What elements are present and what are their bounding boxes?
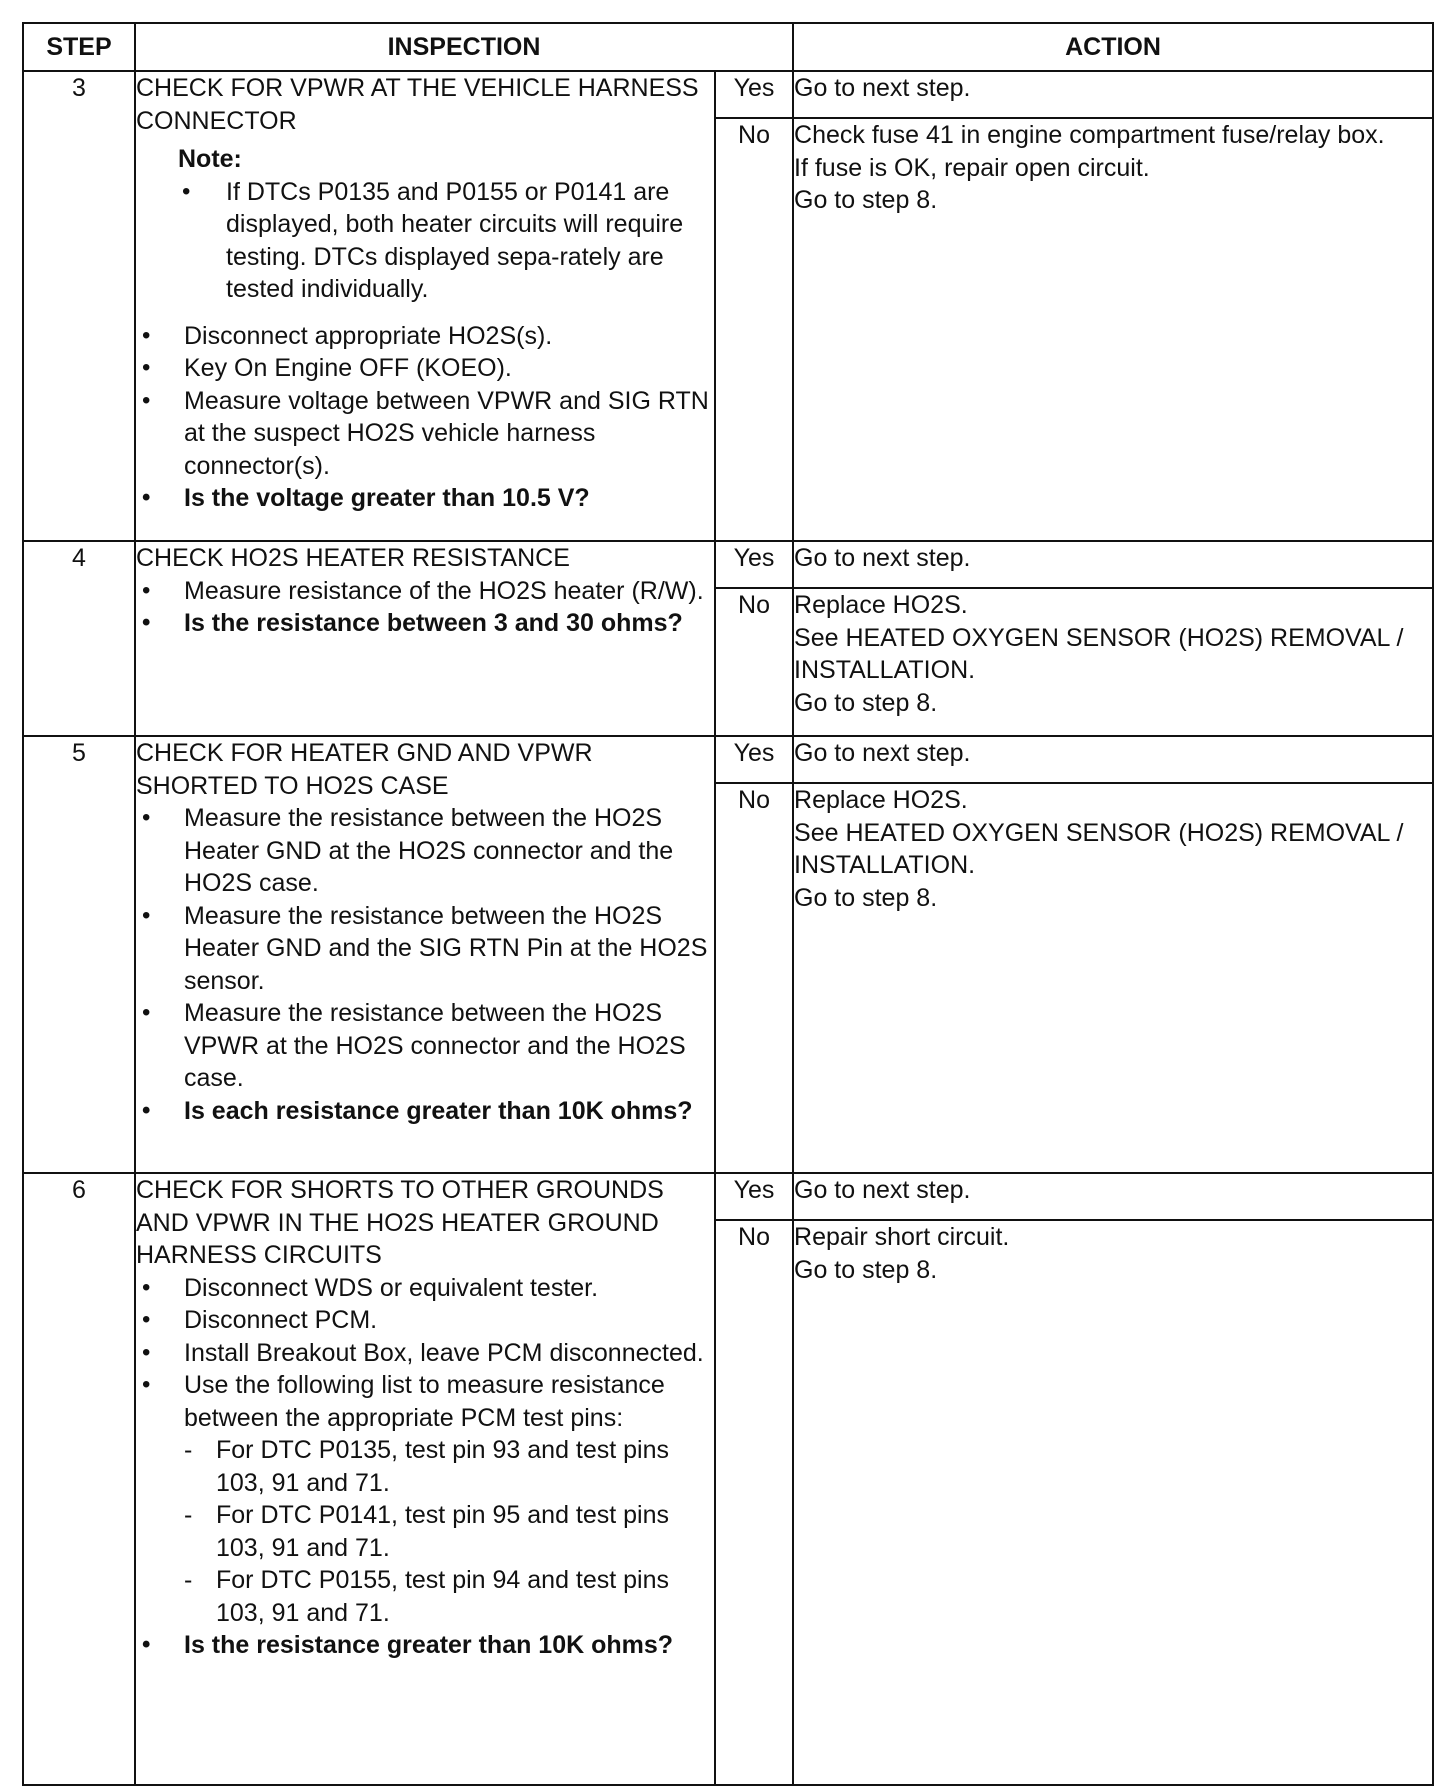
note-block [178, 143, 714, 306]
question-item: • Is the resistance between 3 and 30 ohms? [136, 607, 714, 640]
no-label: No [715, 118, 793, 541]
diagnostic-table [22, 22, 1434, 1786]
header-step: STEP [23, 23, 135, 71]
yes-action [793, 541, 1433, 588]
bullet-item: • Key On Engine OFF (KOEO). [136, 352, 714, 385]
action-line: If fuse is OK, repair open circuit. [794, 153, 1150, 182]
step-number: 5 [23, 736, 135, 1173]
inspection-cell [135, 1173, 715, 1785]
header-row [23, 23, 1433, 71]
header-action: ACTION [793, 23, 1433, 71]
bullet-item: • Measure the resistance between the HO2S VPWR at the HO2S connector and the HO2S case. [136, 997, 714, 1095]
bullet-text: Use the following list to measure resistance between the appropriate PCM test pins: [184, 1371, 665, 1432]
no-action [793, 1220, 1433, 1785]
bullet-item: • Measure the resistance between the HO2S Heater GND and the SIG RTN Pin at the HO2S sensor. [136, 900, 714, 998]
bullet-item: • Measure the resistance between the HO2S Heater GND at the HO2S connector and the HO2S case. [136, 802, 714, 900]
action-line: Go to step 8. [794, 186, 938, 214]
bullet-list [136, 1272, 714, 1435]
bullet-list [136, 575, 714, 640]
note-label: Note: [178, 145, 242, 173]
bullet-item [136, 1369, 714, 1434]
action-line: Go to step 8. [794, 688, 938, 717]
action-line: Replace HO2S. [794, 786, 968, 814]
bullet-item: • Install Breakout Box, leave PCM disconnected. [136, 1337, 714, 1370]
yes-action [793, 736, 1433, 783]
dash-item: - For DTC P0141, test pin 95 and test pins 103, 91 and 71. [136, 1499, 714, 1564]
inspection-title: CHECK FOR HEATER GND AND VPWR SHORTED TO HO2S CASE [136, 739, 593, 800]
bullet-list [136, 320, 714, 515]
action-line: Replace HO2S. [794, 591, 968, 619]
bullet-item: • Measure voltage between VPWR and SIG RTN at the suspect HO2S vehicle harness connector(s). [136, 385, 714, 483]
inspection-title: CHECK FOR SHORTS TO OTHER GROUNDS AND VPWR IN THE HO2S HEATER GROUND HARNESS CIRCUITS [136, 1176, 664, 1269]
bullet-item: • Measure resistance of the HO2S heater (R/W). [136, 575, 714, 608]
inspection-cell [135, 71, 715, 541]
no-label: No [715, 783, 793, 1173]
dash-list [136, 1434, 714, 1629]
bullet-item: • Disconnect appropriate HO2S(s). [136, 320, 714, 353]
question-item: • Is the voltage greater than 10.5 V? [136, 482, 714, 515]
bullet-item: • Disconnect WDS or equivalent tester. [136, 1272, 714, 1305]
step-number: 6 [23, 1173, 135, 1785]
dash-item: - For DTC P0155, test pin 94 and test pins 103, 91 and 71. [136, 1564, 714, 1629]
note-item: • If DTCs P0135 and P0155 or P0141 are displayed, both heater circuits will require testing. DTCs displayed sepa-rately are tested individually. [178, 176, 714, 306]
step-row-yes [23, 736, 1433, 783]
question-item: • Is the resistance greater than 10K ohms? [136, 1629, 714, 1662]
step-row-yes [23, 1173, 1433, 1220]
no-action [793, 783, 1433, 1173]
inspection-title: CHECK HO2S HEATER RESISTANCE [136, 544, 570, 572]
action-line: Go to next step. [794, 544, 971, 572]
inspection-cell [135, 736, 715, 1173]
step-number: 3 [23, 71, 135, 541]
inspection-cell [135, 541, 715, 736]
bullet-list [136, 802, 714, 1127]
action-line: Repair short circuit. [794, 1223, 1010, 1251]
no-label: No [715, 1220, 793, 1785]
question-list [136, 1629, 714, 1662]
step-row-yes [23, 541, 1433, 588]
no-action [793, 118, 1433, 541]
inspection-title: CHECK FOR VPWR AT THE VEHICLE HARNESS CONNECTOR [136, 74, 699, 135]
action-line: Go to next step. [794, 739, 971, 767]
yes-action [793, 71, 1433, 118]
no-action [793, 588, 1433, 736]
no-label: No [715, 588, 793, 736]
action-line: Go to next step. [794, 1176, 971, 1204]
action-line: Go to step 8. [794, 1255, 938, 1284]
dash-item: - For DTC P0135, test pin 93 and test pins 103, 91 and 71. [136, 1434, 714, 1499]
yes-label: Yes [715, 71, 793, 118]
note-list [178, 176, 714, 306]
header-inspection: INSPECTION [135, 23, 793, 71]
yes-label: Yes [715, 736, 793, 783]
yes-label: Yes [715, 541, 793, 588]
action-line: See HEATED OXYGEN SENSOR (HO2S) REMOVAL / INSTALLATION. [794, 818, 1404, 879]
action-line: Go to step 8. [794, 883, 938, 912]
action-line: Go to next step. [794, 74, 971, 102]
yes-label: Yes [715, 1173, 793, 1220]
step-row-yes [23, 71, 1433, 118]
action-line: See HEATED OXYGEN SENSOR (HO2S) REMOVAL / INSTALLATION. [794, 623, 1404, 684]
action-line: Check fuse 41 in engine compartment fuse/relay box. [794, 121, 1385, 149]
question-item: • Is each resistance greater than 10K ohms? [136, 1095, 714, 1128]
bullet-item: • Disconnect PCM. [136, 1304, 714, 1337]
yes-action [793, 1173, 1433, 1220]
step-number: 4 [23, 541, 135, 736]
